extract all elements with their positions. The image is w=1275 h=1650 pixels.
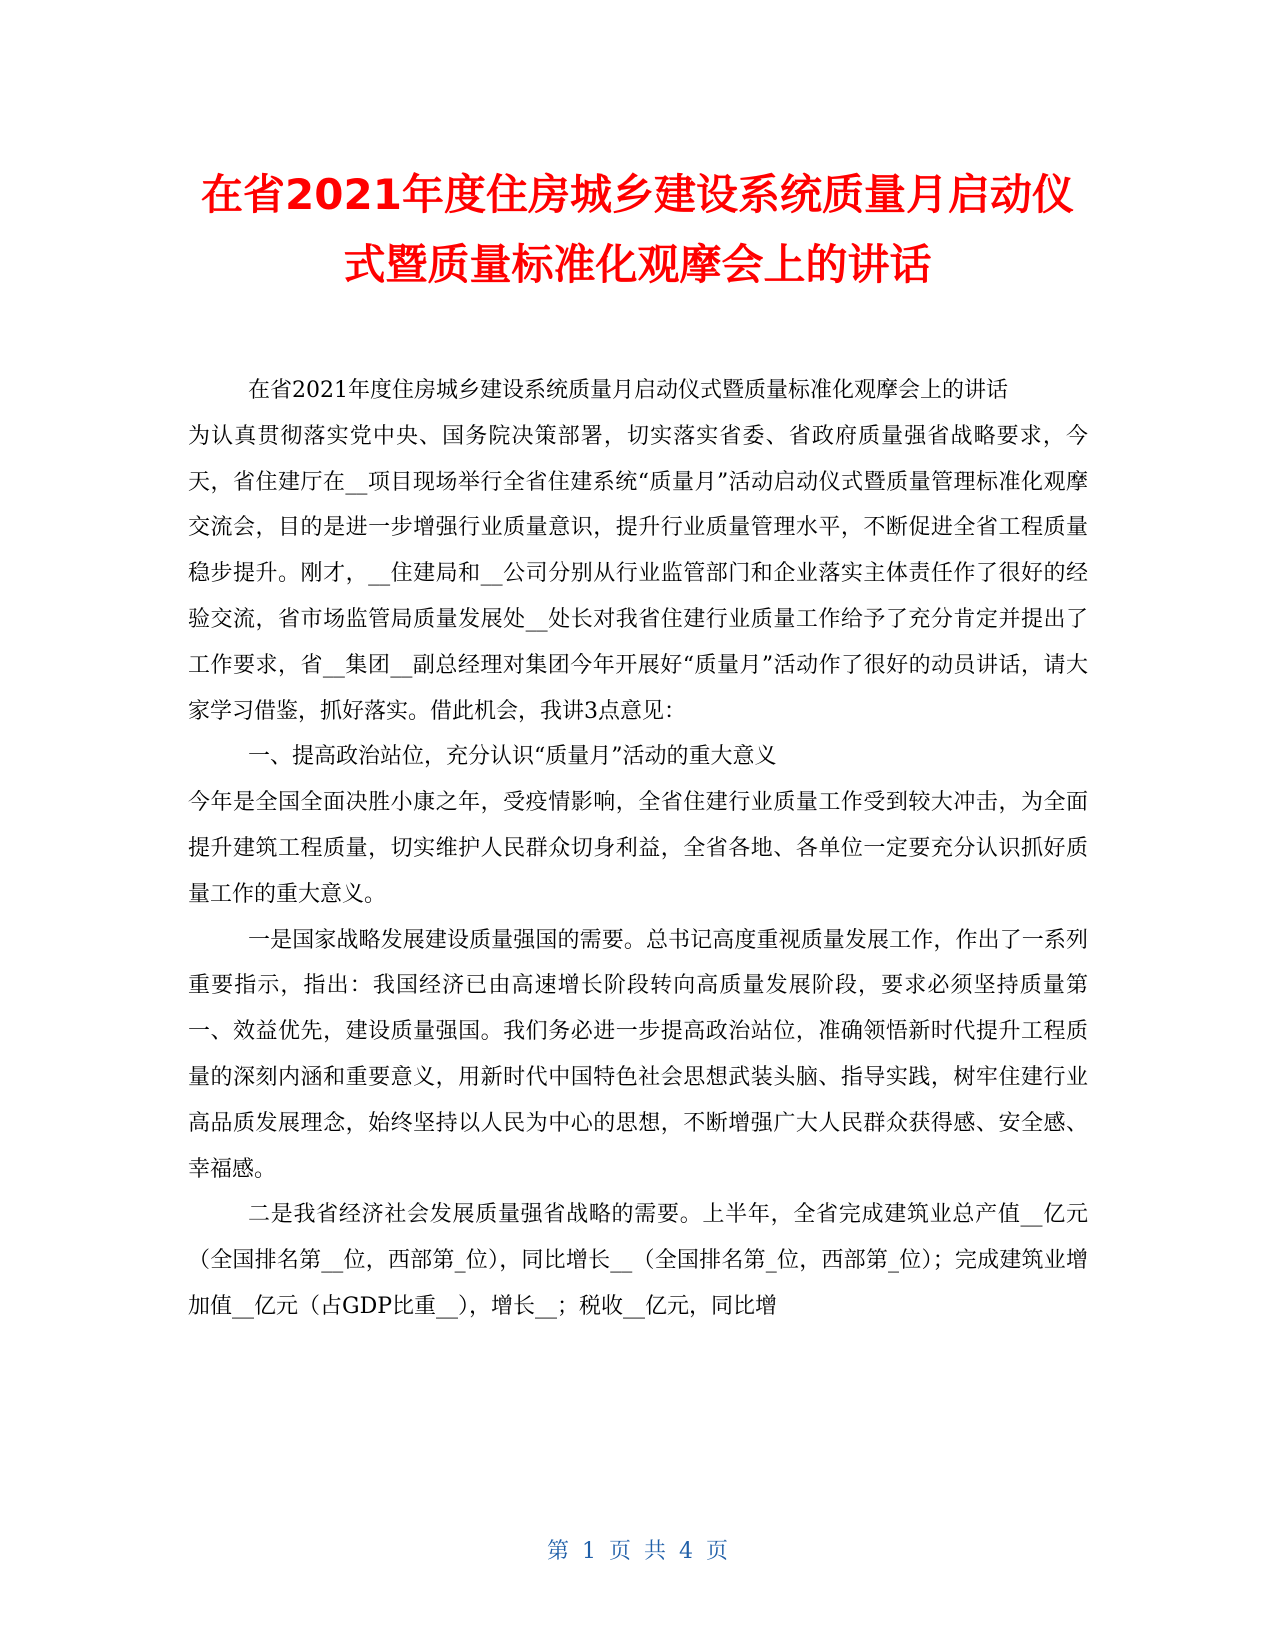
paragraph-intro: 为认真贯彻落实党中央、国务院决策部署，切实落实省委、省政府质量强省战略要求，今天，省住建厅在__项目现场举行全省住建系统“质量月”活动启动仪式暨质量管理标准化观摩交流会，目的是进一步增强行业质量意识，提升行业质量管理水平，不断促进全省工程质量稳步提升。刚才，__住建局和__公司分别从行业监管部门和企业落实主体责任作了很好的经验交流，省市场监管局质量发展处__处长对我省住建行业质量工作给予了充分肯定并提出了工作要求，省__集团__副总经理对集团今年开展好“质量月”活动作了很好的动员讲话，请大家学习借鉴，抓好落实。借此机会，我讲3点意见： [188,423,1088,724]
title-line-2: 式暨质量标准化观摩会上的讲话 [343,240,932,289]
document-title [150,160,1125,300]
section-heading-1: 一、提高政治站位，充分认识“质量月”活动的重大意义 [248,744,777,770]
document-body [188,368,1088,1330]
paragraph-point-1: 一是国家战略发展建设质量强国的需要。总书记高度重视质量发展工作，作出了一系列重要指示，指出：我国经济已由高速增长阶段转向高质量发展阶段，要求必须坚持质量第一、效益优先，建设质量强国。我们务必进一步提高政治站位，准确领悟新时代提升工程质量的深刻内涵和重要意义，用新时代中国特色社会思想武装头脑、指导实践，树牢住建行业高品质发展理念，始终坚持以人民为中心的思想，不断增强广大人民群众获得感、安全感、幸福感。 [188,927,1088,1182]
paragraph-point-2: 二是我省经济社会发展质量强省战略的需要。上半年，全省完成建筑业总产值__亿元（全国排名第__位，西部第_位），同比增长__（全国排名第_位，西部第_位）；完成建筑业增加值__亿元（占GDP比重__），增长__；税收__亿元，同比增 [188,1202,1088,1319]
title-line-1: 在省2021年度住房城乡建设系统质量月启动仪 [201,170,1074,219]
paragraph-section-1-intro: 今年是全国全面决胜小康之年，受疫情影响，全省住建行业质量工作受到较大冲击，为全面提升建筑工程质量，切实维护人民群众切身利益，全省各地、各单位一定要充分认识抓好质量工作的重大意义。 [188,790,1088,907]
paragraph-heading-repeat: 在省2021年度住房城乡建设系统质量月启动仪式暨质量标准化观摩会上的讲话 [248,378,1008,403]
page-footer: 第 1 页 共 4 页 [547,1539,728,1564]
